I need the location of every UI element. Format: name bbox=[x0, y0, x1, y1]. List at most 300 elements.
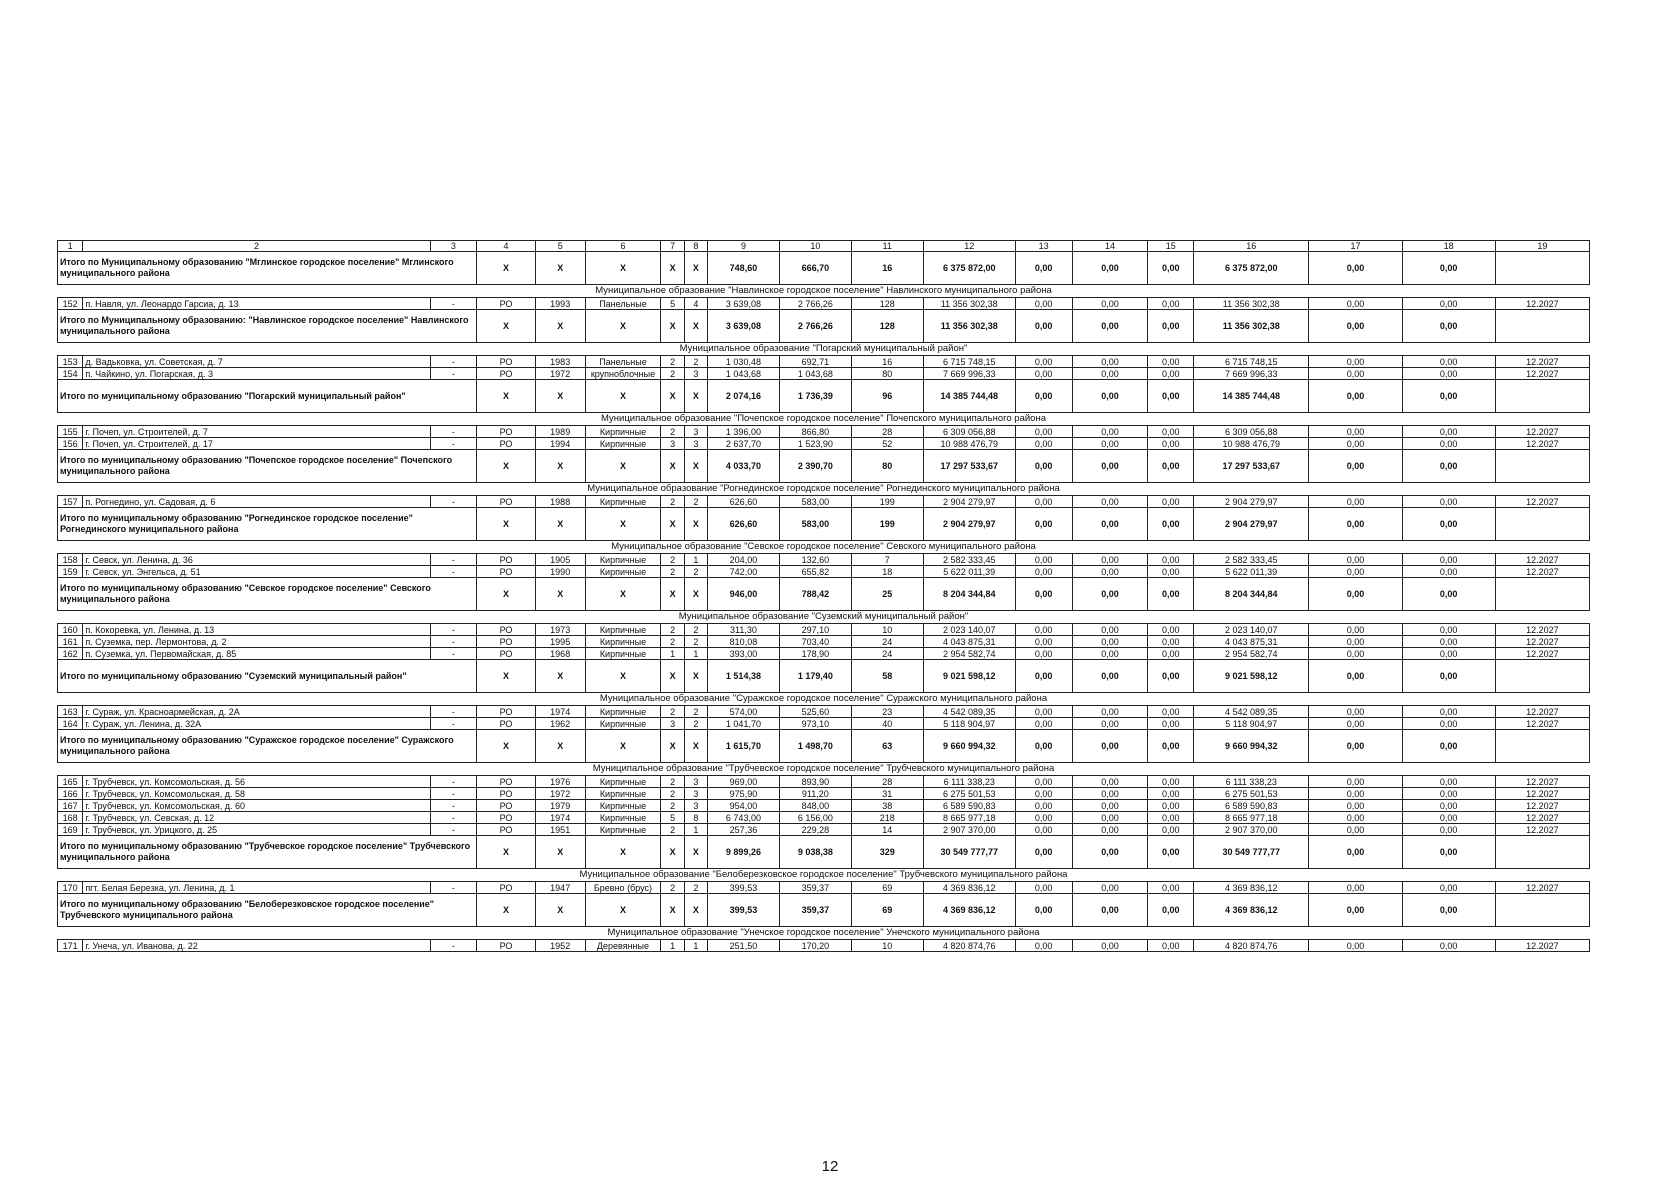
table-cell: крупноблочные bbox=[585, 368, 661, 380]
table-cell: 3 bbox=[684, 776, 707, 788]
column-number-cell: 4 bbox=[477, 241, 536, 252]
subtotal-value: 2 904 279,97 bbox=[923, 508, 1015, 541]
municipality-section-title: Муниципальное образование "Рогнединское городское поселение" Рогнединского муниципального района bbox=[58, 483, 1590, 496]
table-cell: 848,00 bbox=[779, 800, 851, 812]
column-number-cell: 11 bbox=[851, 241, 923, 252]
municipality-section-row bbox=[58, 413, 1590, 426]
table-cell: 0,00 bbox=[1148, 298, 1194, 310]
not-applicable-mark: X bbox=[684, 660, 707, 693]
address-cell: г. Севск, ул. Энгельса, д. 51 bbox=[83, 566, 430, 578]
table-row bbox=[58, 624, 1590, 636]
subtotal-value: 1 514,38 bbox=[708, 660, 780, 693]
subtotal-value: 0,00 bbox=[1309, 894, 1402, 927]
table-cell: 0,00 bbox=[1402, 648, 1495, 660]
table-cell: 6 275 501,53 bbox=[923, 788, 1015, 800]
not-applicable-mark: X bbox=[477, 450, 536, 483]
row-number-cell: 164 bbox=[58, 718, 83, 730]
table-cell: 0,00 bbox=[1148, 356, 1194, 368]
table-cell: 31 bbox=[851, 788, 923, 800]
table-cell: 4 369 836,12 bbox=[1194, 882, 1309, 894]
subtotal-label: Итого по Муниципальному образованию "Мглинское городское поселение" Мглинского муниципального района bbox=[58, 252, 477, 285]
table-cell: 0,00 bbox=[1015, 636, 1072, 648]
row-number-cell: 166 bbox=[58, 788, 83, 800]
not-applicable-mark: X bbox=[585, 836, 661, 869]
subtotal-label: Итого по муниципальному образованию "Суражское городское поселение" Суражского муниципального района bbox=[58, 730, 477, 763]
table-cell: 1962 bbox=[535, 718, 585, 730]
table-cell: 2 bbox=[684, 624, 707, 636]
table-cell: 12.2027 bbox=[1495, 566, 1589, 578]
subtotal-value: 2 766,26 bbox=[779, 310, 851, 343]
subtotal-value: 199 bbox=[851, 508, 923, 541]
table-cell: 0,00 bbox=[1309, 718, 1402, 730]
table-row bbox=[58, 426, 1590, 438]
subtotal-value: 359,37 bbox=[779, 894, 851, 927]
address-cell: п. Кокоревка, ул. Ленина, д. 13 bbox=[83, 624, 430, 636]
table-cell: 0,00 bbox=[1148, 554, 1194, 566]
table-cell: 12.2027 bbox=[1495, 788, 1589, 800]
subtotal-value: 9 899,26 bbox=[708, 836, 780, 869]
not-applicable-mark: X bbox=[585, 450, 661, 483]
table-cell: Кирпичные bbox=[585, 824, 661, 836]
table-cell: 170,20 bbox=[779, 940, 851, 952]
table-cell: 1995 bbox=[535, 636, 585, 648]
table-cell: 0,00 bbox=[1072, 356, 1148, 368]
subtotal-value: 0,00 bbox=[1148, 450, 1194, 483]
table-cell: 80 bbox=[851, 368, 923, 380]
row-number-cell: 154 bbox=[58, 368, 83, 380]
table-cell: 7 669 996,33 bbox=[923, 368, 1015, 380]
subtotal-row bbox=[58, 508, 1590, 541]
table-cell: 0,00 bbox=[1309, 800, 1402, 812]
table-cell: 810,08 bbox=[708, 636, 780, 648]
subtotal-value: 0,00 bbox=[1015, 578, 1072, 611]
address-cell: г. Сураж, ул. Ленина, д. 32А bbox=[83, 718, 430, 730]
table-cell: РО bbox=[477, 298, 536, 310]
table-cell: 866,80 bbox=[779, 426, 851, 438]
table-row bbox=[58, 356, 1590, 368]
table-cell: 911,20 bbox=[779, 788, 851, 800]
subtotal-value: 58 bbox=[851, 660, 923, 693]
table-cell: РО bbox=[477, 496, 536, 508]
table-cell: - bbox=[430, 566, 477, 578]
table-cell: 1 bbox=[684, 940, 707, 952]
subtotal-value: 0,00 bbox=[1148, 310, 1194, 343]
table-cell: 4 043 875,31 bbox=[1194, 636, 1309, 648]
table-cell: 38 bbox=[851, 800, 923, 812]
table-row bbox=[58, 776, 1590, 788]
table-cell: 2 bbox=[684, 356, 707, 368]
table-cell: 2 bbox=[661, 566, 684, 578]
table-cell: 0,00 bbox=[1072, 426, 1148, 438]
table-cell: 0,00 bbox=[1072, 554, 1148, 566]
table-cell: РО bbox=[477, 812, 536, 824]
row-number-cell: 153 bbox=[58, 356, 83, 368]
table-cell: 0,00 bbox=[1148, 368, 1194, 380]
municipality-section-title: Муниципальное образование "Суражское городское поселение" Суражского муниципального района bbox=[58, 693, 1590, 706]
subtotal-value: 0,00 bbox=[1309, 508, 1402, 541]
not-applicable-mark: X bbox=[585, 578, 661, 611]
table-cell: 2 954 582,74 bbox=[923, 648, 1015, 660]
table-cell: 2 bbox=[684, 706, 707, 718]
table-cell: 359,37 bbox=[779, 882, 851, 894]
table-cell: 0,00 bbox=[1072, 636, 1148, 648]
subtotal-value: 0,00 bbox=[1309, 450, 1402, 483]
subtotal-empty-cell bbox=[1495, 836, 1589, 869]
table-cell: 1 bbox=[684, 554, 707, 566]
table-cell: - bbox=[430, 554, 477, 566]
table-cell: 2 bbox=[661, 624, 684, 636]
table-cell: 0,00 bbox=[1148, 706, 1194, 718]
table-cell: - bbox=[430, 812, 477, 824]
not-applicable-mark: X bbox=[585, 252, 661, 285]
table-cell: 12.2027 bbox=[1495, 636, 1589, 648]
table-cell: 8 665 977,18 bbox=[1194, 812, 1309, 824]
municipality-section-title: Муниципальное образование "Севское городское поселение" Севского муниципального района bbox=[58, 541, 1590, 554]
table-cell: 0,00 bbox=[1402, 812, 1495, 824]
subtotal-label: Итого по Муниципальному образованию: "Навлинское городское поселение" Навлинского муниципального района bbox=[58, 310, 477, 343]
table-cell: 40 bbox=[851, 718, 923, 730]
table-cell: 0,00 bbox=[1402, 718, 1495, 730]
table-cell: 1952 bbox=[535, 940, 585, 952]
subtotal-row bbox=[58, 252, 1590, 285]
table-cell: 742,00 bbox=[708, 566, 780, 578]
table-cell: 4 542 089,35 bbox=[923, 706, 1015, 718]
municipality-section-title: Муниципальное образование "Навлинское городское поселение" Навлинского муниципального района bbox=[58, 285, 1590, 298]
row-number-cell: 163 bbox=[58, 706, 83, 718]
table-cell: 6 589 590,83 bbox=[1194, 800, 1309, 812]
table-cell: 2 907 370,00 bbox=[923, 824, 1015, 836]
table-cell: 229,28 bbox=[779, 824, 851, 836]
subtotal-value: 0,00 bbox=[1072, 310, 1148, 343]
table-cell: 5 622 011,39 bbox=[1194, 566, 1309, 578]
page-number: 12 bbox=[821, 1158, 839, 1175]
table-cell: 0,00 bbox=[1015, 356, 1072, 368]
subtotal-value: 17 297 533,67 bbox=[1194, 450, 1309, 483]
table-cell: РО bbox=[477, 554, 536, 566]
table-cell: 12.2027 bbox=[1495, 426, 1589, 438]
subtotal-row bbox=[58, 450, 1590, 483]
not-applicable-mark: X bbox=[535, 730, 585, 763]
subtotal-value: 0,00 bbox=[1402, 730, 1495, 763]
subtotal-value: 0,00 bbox=[1015, 252, 1072, 285]
subtotal-empty-cell bbox=[1495, 894, 1589, 927]
table-cell: 0,00 bbox=[1309, 356, 1402, 368]
table-cell: 128 bbox=[851, 298, 923, 310]
table-cell: Кирпичные bbox=[585, 776, 661, 788]
subtotal-value: 9 660 994,32 bbox=[1194, 730, 1309, 763]
not-applicable-mark: X bbox=[585, 894, 661, 927]
subtotal-value: 25 bbox=[851, 578, 923, 611]
table-cell: 3 bbox=[684, 788, 707, 800]
subtotal-empty-cell bbox=[1495, 252, 1589, 285]
table-cell: 0,00 bbox=[1148, 566, 1194, 578]
table-cell: 0,00 bbox=[1015, 800, 1072, 812]
subtotal-value: 6 375 872,00 bbox=[1194, 252, 1309, 285]
not-applicable-mark: X bbox=[535, 894, 585, 927]
table-row bbox=[58, 554, 1590, 566]
table-cell: 0,00 bbox=[1309, 426, 1402, 438]
table-cell: - bbox=[430, 776, 477, 788]
row-number-cell: 165 bbox=[58, 776, 83, 788]
table-cell: 399,53 bbox=[708, 882, 780, 894]
not-applicable-mark: X bbox=[477, 894, 536, 927]
table-cell: Кирпичные bbox=[585, 800, 661, 812]
not-applicable-mark: X bbox=[585, 730, 661, 763]
subtotal-value: 8 204 344,84 bbox=[1194, 578, 1309, 611]
table-cell: 692,71 bbox=[779, 356, 851, 368]
table-cell: 975,90 bbox=[708, 788, 780, 800]
subtotal-value: 9 038,38 bbox=[779, 836, 851, 869]
table-cell: РО bbox=[477, 940, 536, 952]
subtotal-value: 0,00 bbox=[1072, 836, 1148, 869]
table-cell: 2 bbox=[684, 718, 707, 730]
row-number-cell: 161 bbox=[58, 636, 83, 648]
subtotal-value: 0,00 bbox=[1015, 450, 1072, 483]
subtotal-value: 128 bbox=[851, 310, 923, 343]
subtotal-value: 6 375 872,00 bbox=[923, 252, 1015, 285]
subtotal-value: 0,00 bbox=[1402, 310, 1495, 343]
subtotal-row bbox=[58, 730, 1590, 763]
table-cell: - bbox=[430, 940, 477, 952]
table-cell: - bbox=[430, 788, 477, 800]
table-cell: 3 bbox=[684, 800, 707, 812]
subtotal-empty-cell bbox=[1495, 660, 1589, 693]
table-cell: 0,00 bbox=[1402, 788, 1495, 800]
table-cell: 4 043 875,31 bbox=[923, 636, 1015, 648]
column-number-cell: 3 bbox=[430, 241, 477, 252]
not-applicable-mark: X bbox=[535, 508, 585, 541]
table-cell: Кирпичные bbox=[585, 718, 661, 730]
not-applicable-mark: X bbox=[661, 730, 684, 763]
table-cell: 1 396,00 bbox=[708, 426, 780, 438]
table-cell: 0,00 bbox=[1148, 426, 1194, 438]
table-cell: 5 118 904,97 bbox=[923, 718, 1015, 730]
table-cell: 525,60 bbox=[779, 706, 851, 718]
table-cell: 973,10 bbox=[779, 718, 851, 730]
not-applicable-mark: X bbox=[684, 578, 707, 611]
subtotal-value: 0,00 bbox=[1148, 660, 1194, 693]
table-cell: 0,00 bbox=[1402, 356, 1495, 368]
table-cell: 311,30 bbox=[708, 624, 780, 636]
not-applicable-mark: X bbox=[477, 660, 536, 693]
column-number-cell: 18 bbox=[1402, 241, 1495, 252]
subtotal-value: 1 498,70 bbox=[779, 730, 851, 763]
not-applicable-mark: X bbox=[477, 836, 536, 869]
subtotal-value: 0,00 bbox=[1402, 508, 1495, 541]
table-cell: 0,00 bbox=[1309, 636, 1402, 648]
table-cell: 0,00 bbox=[1402, 636, 1495, 648]
table-cell: 583,00 bbox=[779, 496, 851, 508]
subtotal-value: 69 bbox=[851, 894, 923, 927]
table-cell: 6 111 338,23 bbox=[1194, 776, 1309, 788]
table-cell: 0,00 bbox=[1309, 298, 1402, 310]
table-cell: 0,00 bbox=[1072, 566, 1148, 578]
table-cell: 3 bbox=[661, 718, 684, 730]
table-cell: 24 bbox=[851, 648, 923, 660]
table-cell: 6 275 501,53 bbox=[1194, 788, 1309, 800]
table-cell: 2 023 140,07 bbox=[1194, 624, 1309, 636]
table-cell: 12.2027 bbox=[1495, 298, 1589, 310]
table-cell: - bbox=[430, 706, 477, 718]
table-cell: 0,00 bbox=[1015, 718, 1072, 730]
table-cell: 0,00 bbox=[1309, 940, 1402, 952]
column-number-cell: 13 bbox=[1015, 241, 1072, 252]
table-cell: 12.2027 bbox=[1495, 940, 1589, 952]
address-cell: г. Трубчевск, ул. Комсомольская, д. 60 bbox=[83, 800, 430, 812]
municipality-section-row bbox=[58, 483, 1590, 496]
table-cell: 0,00 bbox=[1402, 800, 1495, 812]
municipality-section-row bbox=[58, 869, 1590, 882]
column-number-cell: 16 bbox=[1194, 241, 1309, 252]
subtotal-value: 0,00 bbox=[1148, 380, 1194, 413]
table-row bbox=[58, 812, 1590, 824]
subtotal-row bbox=[58, 660, 1590, 693]
subtotal-row bbox=[58, 380, 1590, 413]
not-applicable-mark: X bbox=[477, 578, 536, 611]
table-cell: 0,00 bbox=[1148, 636, 1194, 648]
table-cell: Бревно (брус) bbox=[585, 882, 661, 894]
not-applicable-mark: X bbox=[661, 578, 684, 611]
address-cell: г. Сураж, ул. Красноармейская, д. 2А bbox=[83, 706, 430, 718]
table-cell: 12.2027 bbox=[1495, 496, 1589, 508]
table-cell: 0,00 bbox=[1072, 438, 1148, 450]
municipality-section-row bbox=[58, 927, 1590, 940]
table-cell: 0,00 bbox=[1148, 648, 1194, 660]
table-cell: 0,00 bbox=[1309, 776, 1402, 788]
table-cell: 1968 bbox=[535, 648, 585, 660]
subtotal-value: 30 549 777,77 bbox=[1194, 836, 1309, 869]
table-cell: 69 bbox=[851, 882, 923, 894]
subtotal-value: 16 bbox=[851, 252, 923, 285]
table-cell: 12.2027 bbox=[1495, 554, 1589, 566]
table-cell: 18 bbox=[851, 566, 923, 578]
table-cell: Кирпичные bbox=[585, 624, 661, 636]
subtotal-empty-cell bbox=[1495, 508, 1589, 541]
table-cell: 0,00 bbox=[1015, 776, 1072, 788]
table-cell: 0,00 bbox=[1309, 706, 1402, 718]
table-cell: 1974 bbox=[535, 812, 585, 824]
table-cell: 0,00 bbox=[1309, 566, 1402, 578]
table-cell: 14 bbox=[851, 824, 923, 836]
table-cell: 10 bbox=[851, 624, 923, 636]
subtotal-value: 0,00 bbox=[1072, 660, 1148, 693]
not-applicable-mark: X bbox=[684, 252, 707, 285]
table-cell: РО bbox=[477, 706, 536, 718]
table-cell: 0,00 bbox=[1015, 788, 1072, 800]
table-cell: 3 bbox=[684, 438, 707, 450]
table-cell: Кирпичные bbox=[585, 636, 661, 648]
table-cell: 12.2027 bbox=[1495, 368, 1589, 380]
address-cell: п. Суземка, пер. Лермонтова, д. 2 bbox=[83, 636, 430, 648]
table-cell: 1 043,68 bbox=[779, 368, 851, 380]
row-number-cell: 159 bbox=[58, 566, 83, 578]
table-cell: 0,00 bbox=[1309, 882, 1402, 894]
table-cell: 893,90 bbox=[779, 776, 851, 788]
table-cell: 0,00 bbox=[1309, 824, 1402, 836]
table-cell: 0,00 bbox=[1309, 368, 1402, 380]
table-row bbox=[58, 496, 1590, 508]
table-cell: 0,00 bbox=[1402, 624, 1495, 636]
table-cell: 1976 bbox=[535, 776, 585, 788]
table-cell: РО bbox=[477, 882, 536, 894]
municipality-section-row bbox=[58, 285, 1590, 298]
table-cell: 0,00 bbox=[1402, 554, 1495, 566]
subtotal-value: 0,00 bbox=[1309, 252, 1402, 285]
subtotal-value: 0,00 bbox=[1402, 578, 1495, 611]
table-cell: - bbox=[430, 882, 477, 894]
table-cell: 2 bbox=[661, 706, 684, 718]
not-applicable-mark: X bbox=[585, 380, 661, 413]
table-cell: 0,00 bbox=[1309, 788, 1402, 800]
table-cell: 2 bbox=[661, 824, 684, 836]
table-cell: 655,82 bbox=[779, 566, 851, 578]
table-cell: 1 bbox=[684, 648, 707, 660]
table-cell: РО bbox=[477, 438, 536, 450]
subtotal-value: 0,00 bbox=[1309, 660, 1402, 693]
table-cell: 0,00 bbox=[1015, 554, 1072, 566]
table-cell: РО bbox=[477, 824, 536, 836]
table-cell: 0,00 bbox=[1015, 426, 1072, 438]
table-cell: 2 904 279,97 bbox=[1194, 496, 1309, 508]
table-cell: 12.2027 bbox=[1495, 800, 1589, 812]
subtotal-value: 946,00 bbox=[708, 578, 780, 611]
table-cell: 0,00 bbox=[1309, 496, 1402, 508]
table-cell: 6 715 748,15 bbox=[1194, 356, 1309, 368]
table-row bbox=[58, 788, 1590, 800]
table-cell: 2 bbox=[684, 566, 707, 578]
subtotal-value: 748,60 bbox=[708, 252, 780, 285]
table-cell: - bbox=[430, 800, 477, 812]
table-cell: 1951 bbox=[535, 824, 585, 836]
table-cell: 2 766,26 bbox=[779, 298, 851, 310]
subtotal-value: 0,00 bbox=[1015, 310, 1072, 343]
table-cell: 218 bbox=[851, 812, 923, 824]
address-cell: г. Трубчевск, ул. Севская, д. 12 bbox=[83, 812, 430, 824]
subtotal-value: 9 660 994,32 bbox=[923, 730, 1015, 763]
table-cell: 0,00 bbox=[1072, 496, 1148, 508]
not-applicable-mark: X bbox=[535, 310, 585, 343]
subtotal-value: 0,00 bbox=[1309, 730, 1402, 763]
table-cell: 2 954 582,74 bbox=[1194, 648, 1309, 660]
table-cell: 969,00 bbox=[708, 776, 780, 788]
table-cell: Кирпичные bbox=[585, 788, 661, 800]
not-applicable-mark: X bbox=[661, 310, 684, 343]
subtotal-value: 0,00 bbox=[1402, 252, 1495, 285]
table-cell: Деревянные bbox=[585, 940, 661, 952]
subtotal-value: 0,00 bbox=[1072, 894, 1148, 927]
not-applicable-mark: X bbox=[661, 660, 684, 693]
table-cell: 11 356 302,38 bbox=[923, 298, 1015, 310]
address-cell: г. Почеп, ул. Строителей, д. 17 bbox=[83, 438, 430, 450]
table-cell: 0,00 bbox=[1402, 882, 1495, 894]
table-cell: 0,00 bbox=[1402, 368, 1495, 380]
not-applicable-mark: X bbox=[684, 310, 707, 343]
table-cell: 12.2027 bbox=[1495, 706, 1589, 718]
table-cell: РО bbox=[477, 426, 536, 438]
subtotal-value: 0,00 bbox=[1015, 894, 1072, 927]
table-cell: 0,00 bbox=[1148, 776, 1194, 788]
row-number-cell: 155 bbox=[58, 426, 83, 438]
table-cell: 0,00 bbox=[1402, 426, 1495, 438]
table-cell: 10 988 476,79 bbox=[923, 438, 1015, 450]
subtotal-row bbox=[58, 836, 1590, 869]
table-cell: 4 bbox=[684, 298, 707, 310]
subtotal-row bbox=[58, 894, 1590, 927]
subtotal-value: 14 385 744,48 bbox=[923, 380, 1015, 413]
subtotal-empty-cell bbox=[1495, 380, 1589, 413]
subtotal-value: 0,00 bbox=[1072, 578, 1148, 611]
subtotal-value: 0,00 bbox=[1072, 380, 1148, 413]
